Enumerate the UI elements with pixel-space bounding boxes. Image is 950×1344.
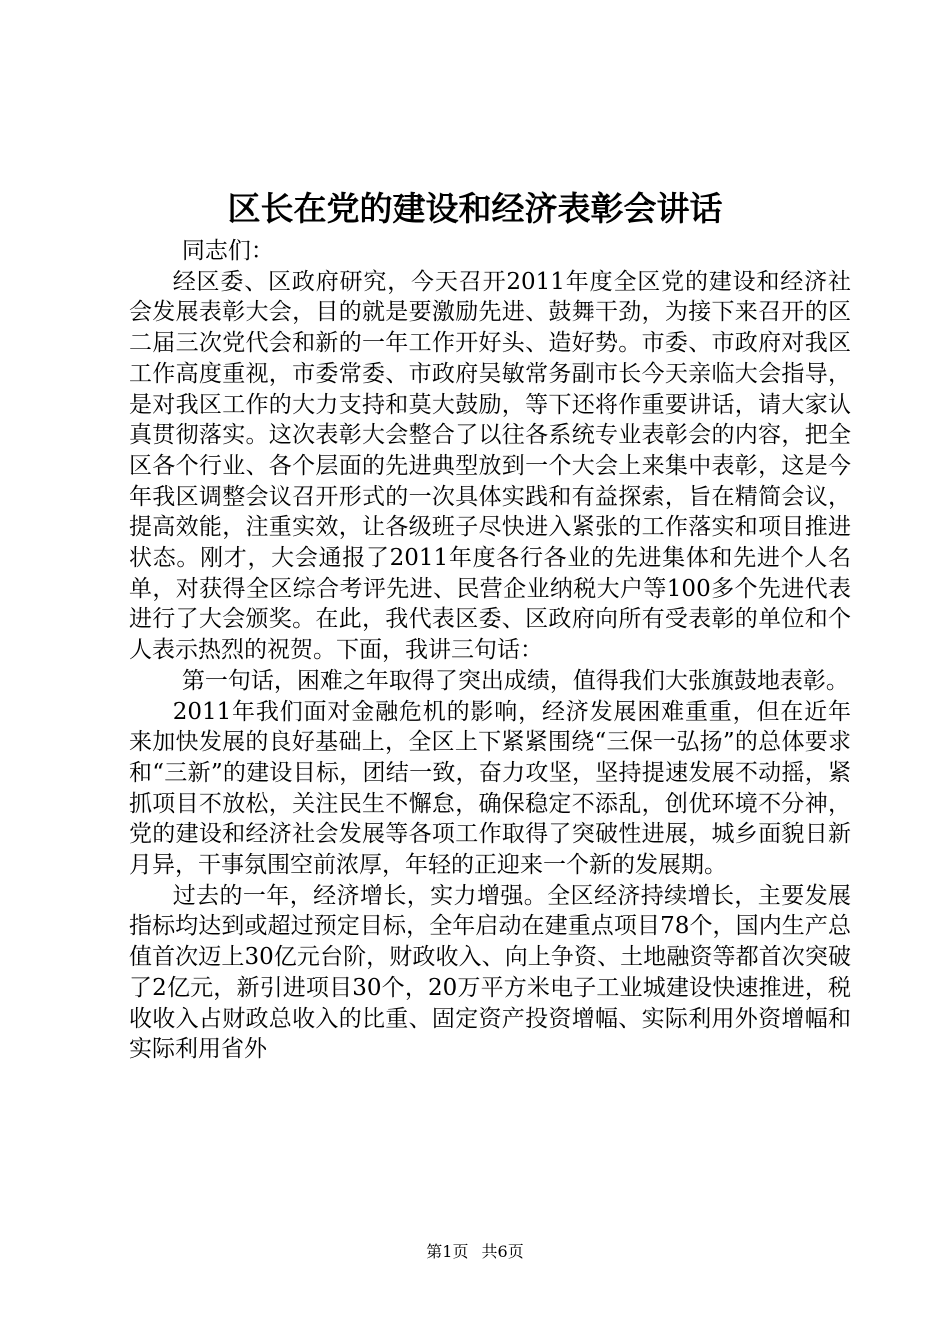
- paragraph-intro: 经区委、区政府研究，今天召开2011年度全区党的建设和经济社会发展表彰大会，目的就是要激励先进、鼓舞干劲，为接下来召开的区二届三次党代会和新的一年工作开好头、造好势。市委、市政府对我区工作高度重视，市委常委、市政府吴敏常务副市长今天亲临大会指导，是对我区工作的大力支持和莫大鼓励，等下还将作重要讲话，请大家认真贯彻落实。这次表彰大会整合了以往各系统专业表彰会的内容，把全区各个行业、各个层面的先进典型放到一个大会上来集中表彰，这是今年我区调整会议召开形式的一次具体实践和有益探索，旨在精简会议，提高效能，注重实效，让各级班子尽快进入紧张的工作落实和项目推进状态。刚才，大会通报了2011年度各行各业的先进集体和先进个人名单，对获得全区综合考评先进、民营企业纳税大户等100多个先进代表进行了大会颁奖。在此，我代表区委、区政府向所有受表彰的单位和个人表示热烈的祝贺。下面，我讲三句话：: [129, 268, 851, 664]
- page-footer: [0, 1242, 950, 1262]
- page-number: 第1页: [426, 1242, 469, 1261]
- paragraph-2011-review: 2011年我们面对金融危机的影响，经济发展困难重重，但在近年来加快发展的良好基础上，全区上下紧紧围绕“三保一弘扬”的总体要求和“三新”的建设目标，团结一致，奋力攻坚，坚持提速发展不动摇，紧抓项目不放松，关注民生不懈怠，确保稳定不添乱，创优环境不分神，党的建设和经济社会发展等各项工作取得了突破性进展，城乡面貌日新月异，干事氛围空前浓厚，年轻的正迎来一个新的发展期。: [129, 698, 851, 879]
- document-body: [129, 236, 851, 1065]
- paragraph-greeting: 同志们：: [181, 238, 274, 264]
- page-total: 共6页: [481, 1242, 524, 1261]
- document-title: 区长在党的建设和经济表彰会讲话: [227, 189, 723, 228]
- paragraph-first-point: 第一句话，困难之年取得了突出成绩，值得我们大张旗鼓地表彰。: [181, 667, 849, 694]
- paragraph-economic-growth: 过去的一年，经济增长，实力增强。全区经济持续增长，主要发展指标均达到或超过预定目标，全年启动在建重点项目78个，国内生产总值首次迈上30亿元台阶，财政收入、向上争资、土地融资等都首次突破了2亿元，新引进项目30个，20万平方米电子工业城建设快速推进，税收收入占财政总收入的比重、固定资产投资增幅、实际利用外资增幅和实际利用省外: [129, 882, 851, 1063]
